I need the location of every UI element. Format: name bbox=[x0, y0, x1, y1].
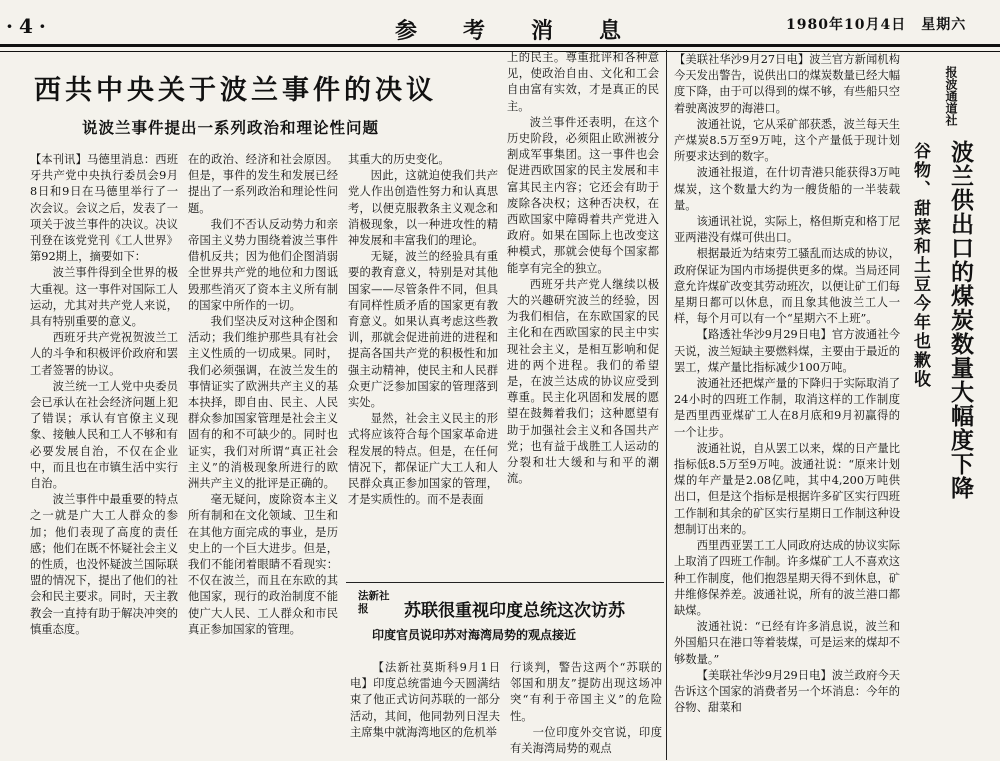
column-divider bbox=[666, 50, 667, 760]
paragraph: 【路透社华沙9月29日电】官方波通社今天说，波兰短缺主要燃料煤，主要由于最近的罢工，煤产量比指标减少100万吨。 bbox=[674, 328, 900, 374]
paragraph: 毫无疑问，废除资本主义所有制和在文化领域、卫生和在其他方面完成的事业，是历史上的一个巨大进步。但是，我们不能闭着眼睛不看现实：不仅在波兰，而且在东欧的其他国家，现行的政治制度不能使广大人民、工人群众和市民真正参加国家的管理。 bbox=[188, 493, 338, 636]
paragraph: 行谈判，警告这两个“苏联的邻国和朋友”提防出现这场冲突“有利于帝国主义”的危险性。 bbox=[510, 661, 662, 723]
article2-title: 苏联很重视印度总统这次访苏 bbox=[404, 601, 625, 621]
paragraph: 【美联社华沙9月29日电】波兰政府今天告诉这个国家的消费者另一个坏消息：今年的谷物、甜菜和 bbox=[674, 668, 900, 715]
paragraph: 波通社报道，在什切青港只能获得3万吨煤炭，这个数量大约为一艘货船的一半装载量。 bbox=[674, 166, 900, 212]
article3-body bbox=[674, 52, 900, 760]
paragraph: 我们坚决反对这种企图和活动；我们维护那些具有社会主义性质的一切成果。同时，我们必须强调，在波兰发生的事情证实了欧洲共产主义的基本抉择，即自由、民主、人民群众参加国家管理是社会主义固有的和不可缺少的。同时也证实，我们对所谓“真正社会主义”的消极现象所进行的欧洲共产主义的批评是正确的。 bbox=[188, 315, 338, 491]
masthead: 参考消息 bbox=[395, 18, 668, 44]
article3-title: 波兰供出口的煤炭数量大幅度下降 bbox=[947, 140, 974, 500]
article1-column-1 bbox=[30, 152, 178, 760]
paragraph: 波通社还把煤产量的下降归于实际取消了24小时的四班工作制，取消这样的工作制度是西里西亚煤矿工人在8月底和9月初赢得的一个让步。 bbox=[674, 377, 900, 439]
paragraph: 其重大的历史变化。 bbox=[348, 153, 450, 166]
page-number: ·4· bbox=[6, 14, 52, 38]
article1-column-3 bbox=[348, 152, 498, 577]
paragraph: 一位印度外交官说，印度有关海湾局势的观点 bbox=[510, 725, 662, 756]
paragraph: 我们不否认反动势力和亲帝国主义势力围绕着波兰事件借机反共；因为他们企图消弱全世界共产党的地位和力图诋毁那些消灭了资本主义所有制的国家中所作的一切。 bbox=[188, 217, 338, 312]
paragraph: 根据最近为结束劳工骚乱而达成的协议，政府保证为国内市场提供更多的煤。当局还同意允许煤矿改变其劳动班次，以便让矿工们每星期日都可以休息，而且象其他波兰工人一样，每个月可以有一个“星期六不上班”。 bbox=[674, 247, 900, 326]
paragraph: 在的政治、经济和社会原因。但是，事件的发生和发展已经提出了一系列政治和理论性问题。 bbox=[188, 153, 338, 215]
article2-subtitle: 印度官员说印苏对海湾局势的观点接近 bbox=[372, 628, 577, 642]
paragraph: 因此，这就迫使我们共产党人作出创造性努力和认真思考，以便克服教条主义观念和消极现象，以一种进攻性的精神发展和丰富我们的理论。 bbox=[348, 169, 498, 248]
paragraph: 波通社说，它从采矿部获悉，波兰每天生产煤炭8.5万至9万吨，这个产量低于现计划所要求达到的数字。 bbox=[674, 117, 900, 164]
article3-source: 报波通道社 bbox=[944, 66, 958, 126]
article2-column-2 bbox=[510, 660, 662, 760]
article1-column-2 bbox=[188, 152, 338, 760]
paragraph: 该通讯社说，实际上，格但斯克和格丁尼亚两港没有煤可供出口。 bbox=[674, 215, 900, 245]
article3-subtitle: 谷物、甜菜和土豆今年也歉收 bbox=[910, 142, 930, 389]
page-header bbox=[0, 0, 1000, 46]
paragraph: 【美联社华沙9月27日电】波兰官方新闻机构今天发出警告，说供出口的煤炭数量已经大幅度下降，由于可以得到的煤不够，有些船只空着驶离波罗的海港口。 bbox=[674, 53, 900, 115]
paragraph: 显然，社会主义民主的形式将应该符合每个国家革命进程发展的特点。但是，在任何情况下，都保证广大工人和人民群众真正参加国家的管理，才是实质性的。而不是表面 bbox=[348, 412, 498, 507]
divider bbox=[346, 582, 664, 583]
paragraph: 波兰事件还表明，在这个历史阶段，必须阻止欧洲被分割成军事集团。这一事件也会促进西欧国家的民主发展和丰富其民主内容；它还会有助于废除各决权；这种否决权，在西欧国家中障碍着共产党进入政府。如果在国际上也改变这种模式，那就会使每个国家都能享有完全的独立。 bbox=[507, 115, 659, 275]
header-rule bbox=[0, 44, 1000, 52]
article1-title: 西共中央关于波兰事件的决议 bbox=[34, 75, 437, 106]
paragraph: 西班牙共产党祝贺波兰工人的斗争和积极评价政府和罢工者签署的协议。 bbox=[30, 331, 178, 377]
paragraph: 波兰事件中最重要的特点之一就是广大工人群众的参加；他们表现了高度的责任感；他们在既不怀疑社会主义的性质，也没怀疑波兰国际联盟的情况下，提出了他们的社会和民主要求。同时，天主教教会一直持有助于解决冲突的慎重态度。 bbox=[30, 493, 178, 636]
paragraph: 无疑，波兰的经验具有重要的教育意义，特别是对其他国家——尽管条件不同，但具有同样性质矛盾的国家更有教育意义。如果认真考虑这些教训，那就会促进前进的进程和提高各国共产党的积极性和加强主动精神，使民主和人民群众更广泛参加国家的管理落到实处。 bbox=[348, 250, 498, 410]
paragraph: 西班牙共产党人继续以极大的兴趣研究波兰的经验，因为我们相信，在东欧国家的民主化和在西欧国家的民主中实现社会主义，是相互影响和促进的两个进程。我们的希望是，在波兰达成的协议应受到尊重。民主化巩固和发展的愿望在鼓舞着我们；这种愿望有助于加强社会主义和各国共产党；也有益于战胜工人运动的分裂和壮大缓和与和平的潮流。 bbox=[507, 277, 659, 486]
article2-column-1 bbox=[350, 660, 500, 760]
paragraph: 波通社说，自从罢工以来，煤的日产量比指标低8.5万至9万吨。波通社说：“原来计划煤的年产量是2.08亿吨，其中4,200万吨供出口，但是这个指标是根据许多矿区实行四班工作制和其余的矿区实行星期日工作制这种设想制订出来的。 bbox=[674, 441, 900, 536]
paragraph: 【法新社莫斯科9月1日电】印度总统雷迪今天圆满结束了他正式访问苏联的一部分活动，其间，他同勃列日涅夫主席集中就海湾地区的危机举 bbox=[350, 661, 500, 739]
paragraph: 西里西亚罢工工人同政府达成的协议实际上取消了四班工作制。许多煤矿工人不喜欢这种工作制度，他们抱怨星期天得不到休息，矿井维修保养差。波通社说，所有的波兰港口都缺煤。 bbox=[674, 539, 900, 617]
paragraph: 波兰事件得到全世界的极大重视。这一事件对国际工人运动，尤其对共产党人来说，具有特别重要的意义。 bbox=[30, 266, 178, 329]
paragraph: 波通社说：“已经有许多消息说，波兰和外国船只在港口等着装煤，可是运来的煤却不够数量。” bbox=[674, 620, 900, 666]
paragraph: 波兰统一工人党中央委员会已承认在社会经济问题上犯了错误；承认有官僚主义现象、接触人民和工人不够和有必要发展自治，不仅在企业中，而且也在市镇生活中实行自治。 bbox=[30, 379, 178, 491]
paragraph: 上的民主。尊重批评和各种意见，使政治自由、文化和工会自由富有实效，才是真正的民主。 bbox=[507, 51, 659, 113]
article2-source: 法新社报 bbox=[358, 590, 390, 615]
article1-subtitle: 说波兰事件提出一系列政治和理论性问题 bbox=[82, 118, 380, 137]
issue-date: 1980年10月4日 星期六 bbox=[786, 17, 967, 33]
paragraph: 【本刊讯】马德里消息：西班牙共产党中央执行委员会9月8日和9日在马德里举行了一次会议。会议之后，发表了一项关于波兰事件的决议。决议刊登在该党党刊《工人世界》第92期上，摘要如下： bbox=[30, 153, 178, 264]
article1-column-4 bbox=[507, 50, 659, 577]
